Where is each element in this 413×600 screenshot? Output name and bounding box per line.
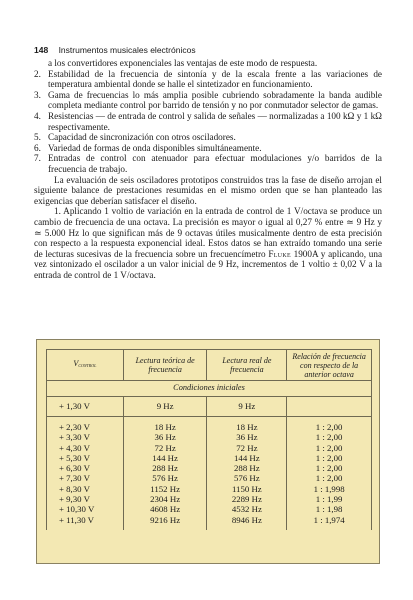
table-row xyxy=(47,473,372,483)
frequency-table-panel xyxy=(36,339,380,564)
table-cell: + 7,30 V xyxy=(47,473,124,483)
table-row xyxy=(47,494,372,504)
table-cell: 36 Hz xyxy=(207,432,287,442)
table-cell: 1 : 2,00 xyxy=(287,473,372,483)
list-text: Capacidad de sincronización con otros osciladores. xyxy=(48,132,236,143)
table-cell: 1 : 2,00 xyxy=(287,453,372,463)
table-cell: 72 Hz xyxy=(207,443,287,453)
column-header-subscript: control xyxy=(78,363,97,369)
list-number: 6. xyxy=(34,142,41,153)
table-cell: + 2,30 V xyxy=(47,417,124,433)
table-cell: 18 Hz xyxy=(207,417,287,433)
table-cell: 576 Hz xyxy=(123,473,207,483)
table-cell: 36 Hz xyxy=(123,432,207,442)
table-row xyxy=(47,417,372,433)
list-item xyxy=(34,132,382,143)
table-cell: 144 Hz xyxy=(123,453,207,463)
table-cell: 4532 Hz xyxy=(207,504,287,514)
table-cell: + 8,30 V xyxy=(47,484,124,494)
column-header-control-voltage: Vcontrol xyxy=(47,350,124,381)
column-header-theoretical: Lectura teórica de frecuencia xyxy=(123,350,207,381)
paragraph-results-lead: 1. Aplicando 1 voltio de variación en la entrada de control de 1 V/octava se produce un cambio de frecuencia de una octava. La precisión es mayor o igual al 0,27 % entre ≃ 9 Hz y ≃ 5.000 Hz lo que significan más de 9 octavas útiles musicalmente dentro de esta precisión con respecto a la respuesta exponencial ideal. Estos datos se han extraído tomando una serie de lecturas sucesivas de la frecuencia sobre un frecuencímetro xyxy=(34,206,382,259)
paragraph-results-tail: 1900A y aplicando, una vez sintonizado el oscilador a un valor inicial de 9 Hz, incrementos de 1 voltio ± 0,02 V a la entrada de control de 1 V/octava. xyxy=(34,248,383,280)
list-text: Estabilidad de la frecuencia de sintonía y de la escala frente a las variaciones de temperatura ambiental donde se halle el sintetizador en funcionamiento. xyxy=(48,68,382,90)
list-text: Gama de frecuencias lo más amplia posible cubriendo sobradamente la banda audible completa mediante control por barrido de tensión y no por conmutador selector de gamas. xyxy=(48,89,382,111)
list-number: 5. xyxy=(34,132,41,143)
table-cell: 1 : 2,00 xyxy=(287,443,372,453)
table-cell: 1 : 1,974 xyxy=(287,515,372,530)
table-row xyxy=(47,515,372,530)
table-cell: 9 Hz xyxy=(123,397,207,417)
paragraph-evaluation: La evaluación de seis osciladores prototipos construidos tras la fase de diseño arrojan el siguiente balance de prestaciones resumidas en el mismo orden que se han planteado las exigencias que deberían satisfacer el diseño. xyxy=(34,174,382,206)
table-cell: + 5,30 V xyxy=(47,453,124,463)
table-row xyxy=(47,484,372,494)
table-cell: 144 Hz xyxy=(207,453,287,463)
page-number: 148 xyxy=(34,45,49,55)
table-row xyxy=(47,463,372,473)
running-header xyxy=(34,45,196,55)
table-cell: 1150 Hz xyxy=(207,484,287,494)
table-cell: + 6,30 V xyxy=(47,463,124,473)
column-header-ratio: Relación de frecuencia con respecto de la anterior octava xyxy=(287,350,372,381)
list-number: 2. xyxy=(34,68,41,79)
table-row xyxy=(47,504,372,514)
body-text xyxy=(34,58,382,280)
requirements-list xyxy=(34,69,382,175)
list-item xyxy=(34,111,382,132)
conditions-label: Condiciones iniciales xyxy=(47,381,372,397)
table-cell: + 11,30 V xyxy=(47,515,124,530)
table-row xyxy=(47,453,372,463)
table-cell: 288 Hz xyxy=(207,463,287,473)
list-number: 3. xyxy=(34,89,41,100)
table-cell: 8946 Hz xyxy=(207,515,287,530)
list-item xyxy=(34,90,382,111)
table-cell: + 9,30 V xyxy=(47,494,124,504)
table-cell: 1 : 1,98 xyxy=(287,504,372,514)
table-cell: + 10,30 V xyxy=(47,504,124,514)
table-cell: 2304 Hz xyxy=(123,494,207,504)
table-row xyxy=(47,443,372,453)
list-item xyxy=(34,143,382,154)
table-cell: 18 Hz xyxy=(123,417,207,433)
column-header-measured: Lectura real de frecuencia xyxy=(207,350,287,381)
list-item xyxy=(34,69,382,90)
list-text: Variedad de formas de onda disponibles simultáneamente. xyxy=(48,142,262,153)
table-cell: 288 Hz xyxy=(123,463,207,473)
list-item xyxy=(34,153,382,174)
brand-name: Fluke xyxy=(268,248,291,259)
table-cell: 1 : 1,998 xyxy=(287,484,372,494)
frequency-table xyxy=(46,349,372,530)
table-cell xyxy=(287,397,372,417)
list-number: 4. xyxy=(34,110,41,121)
paragraph-results xyxy=(34,206,382,280)
list-continuation: a los convertidores exponenciales las ventajas de este modo de respuesta. xyxy=(48,58,318,68)
table-cell: 1 : 2,00 xyxy=(287,417,372,433)
table-cell: + 1,30 V xyxy=(47,397,124,417)
list-text: Entradas de control con atenuador para efectuar modulaciones y/o barridos de la frecuencia de trabajo. xyxy=(48,153,382,174)
table-cell: 4608 Hz xyxy=(123,504,207,514)
table-cell: + 3,30 V xyxy=(47,432,124,442)
table-cell: + 4,30 V xyxy=(47,443,124,453)
running-title: Instrumentos musicales electrónicos xyxy=(58,45,196,55)
list-number: 7. xyxy=(34,153,41,164)
table-cell: 9216 Hz xyxy=(123,515,207,530)
table-cell: 9 Hz xyxy=(207,397,287,417)
table-cell: 72 Hz xyxy=(123,443,207,453)
table-cell: 1152 Hz xyxy=(123,484,207,494)
table-cell: 1 : 2,00 xyxy=(287,432,372,442)
table-cell: 1 : 1,99 xyxy=(287,494,372,504)
table-cell: 576 Hz xyxy=(207,473,287,483)
table-cell: 2289 Hz xyxy=(207,494,287,504)
table-row xyxy=(47,432,372,442)
table-cell: 1 : 2,00 xyxy=(287,463,372,473)
list-text: Resistencias — de entrada de control y salida de señales — normalizadas a 100 kΩ y 1 kΩ respectivamente. xyxy=(48,110,382,132)
